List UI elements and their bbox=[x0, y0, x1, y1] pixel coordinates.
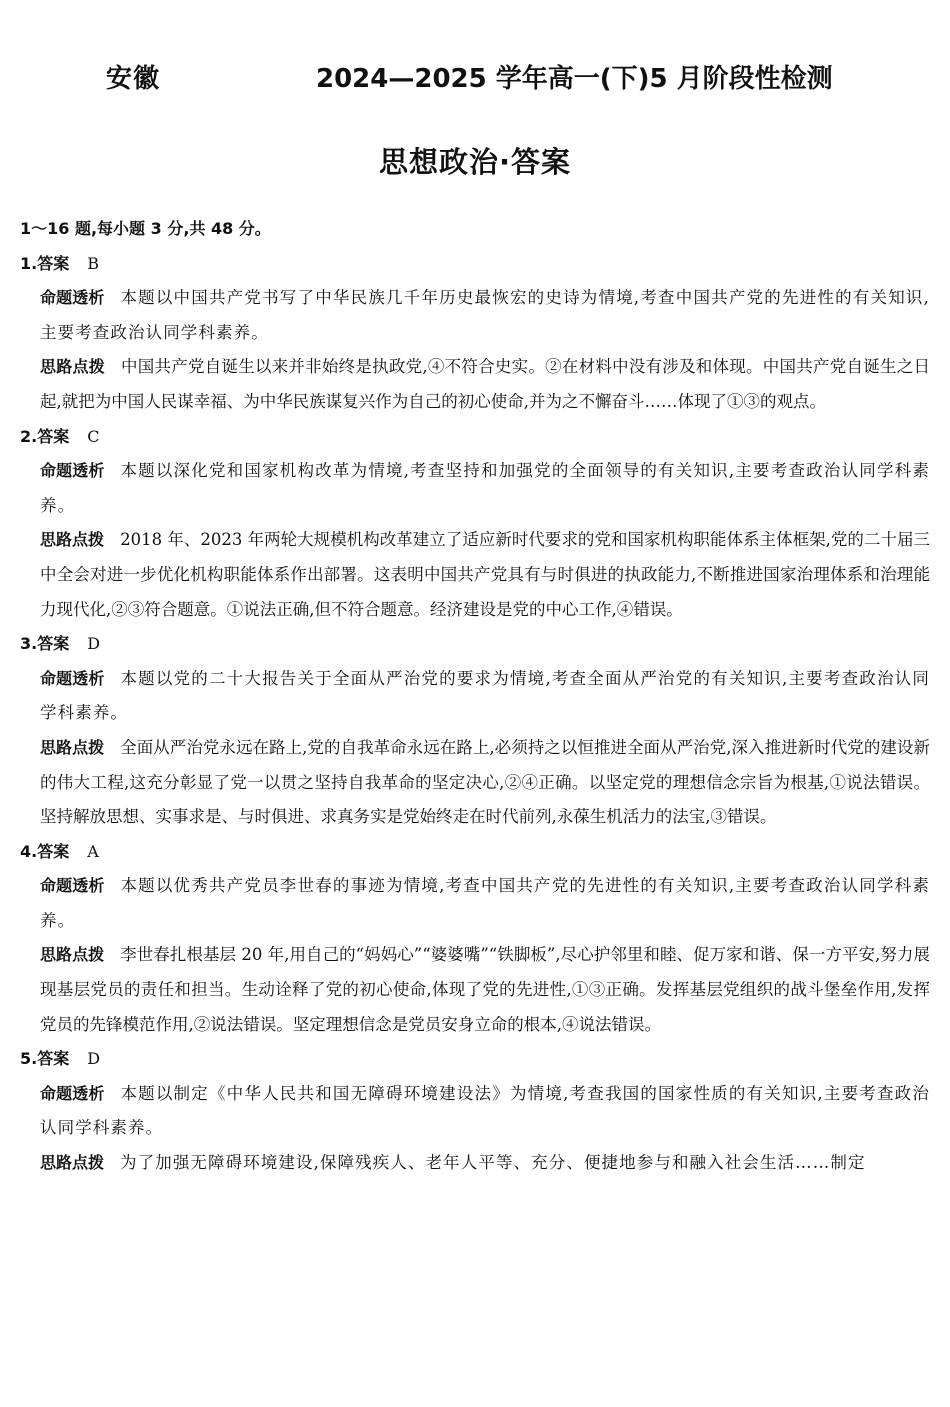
question-1-header bbox=[20, 247, 930, 282]
hint-text: 中国共产党自诞生以来并非始终是执政党,④不符合史实。②在材料中没有涉及和体现。中国共产党自诞生之日起,就把为中国人民谋幸福、为中华民族谋复兴作为自己的初心使命,并为之不懈奋斗……体现了①③的观点。 bbox=[40, 357, 930, 411]
answer-letter: D bbox=[87, 1049, 101, 1069]
subject-title: 思想政治·答案 bbox=[378, 145, 572, 179]
analysis-text: 本题以优秀共产党员李世春的事迹为情境,考查中国共产党的先进性的有关知识,主要考查政治认同学科素养。 bbox=[40, 876, 930, 930]
question-number: 1. bbox=[20, 253, 38, 273]
answer-label: 答案 bbox=[37, 426, 70, 446]
question-number: 2. bbox=[20, 426, 38, 446]
answer-letter: C bbox=[87, 426, 100, 446]
hint-text: 2018 年、2023 年两轮大规模机构改革建立了适应新时代要求的党和国家机构职能体系主体框架,党的二十届三中全会对进一步优化机构职能体系作出部署。这表明中国共产党具有与时俱进的执政能力,不断推进国家治理体系和治理能力现代化,②③符合题意。①说法正确,但不符合题意。经济建设是党的中心工作,④错误。 bbox=[40, 530, 930, 619]
hint-text: 为了加强无障碍环境建设,保障残疾人、老年人平等、充分、便捷地参与和融入社会生活……制定 bbox=[120, 1153, 866, 1173]
answer-label: 答案 bbox=[37, 841, 70, 861]
hint-label: 思路点拨 bbox=[40, 737, 105, 757]
answer-content bbox=[20, 212, 930, 1181]
hint-text: 全面从严治党永远在路上,党的自我革命永远在路上,必须持之以恒推进全面从严治党,深入推进新时代党的建设新的伟大工程,这充分彰显了党一以贯之坚持自我革命的坚定决心,②④正确。以坚定党的理想信念宗旨为根基,①说法错误。坚持解放思想、实事求是、与时俱进、求真务实是党始终走在时代前列,永葆生机活力的法宝,③错误。 bbox=[40, 737, 930, 827]
answer-label: 答案 bbox=[37, 253, 70, 273]
answer-label: 答案 bbox=[37, 1049, 70, 1069]
question-3-analysis bbox=[20, 662, 930, 731]
analysis-label: 命题透析 bbox=[40, 288, 105, 308]
question-1-hint bbox=[20, 350, 930, 419]
analysis-text: 本题以中国共产党书写了中华民族几千年历史最恢宏的史诗为情境,考查中国共产党的先进性的有关知识,主要考查政治认同学科素养。 bbox=[40, 288, 930, 342]
question-number: 4. bbox=[20, 841, 38, 861]
answer-letter: D bbox=[87, 634, 101, 654]
answer-label: 答案 bbox=[37, 634, 70, 654]
analysis-label: 命题透析 bbox=[40, 668, 105, 688]
question-1-analysis bbox=[20, 281, 930, 350]
question-5-hint bbox=[20, 1146, 930, 1181]
exam-title: 2024—2025 学年高一(下)5 月阶段性检测 bbox=[316, 64, 833, 94]
hint-label: 思路点拨 bbox=[40, 530, 105, 550]
question-3-hint bbox=[20, 731, 930, 835]
region-label: 安徽 bbox=[106, 64, 161, 94]
hint-label: 思路点拨 bbox=[40, 1153, 105, 1173]
question-5-header bbox=[20, 1042, 930, 1077]
hint-label: 思路点拨 bbox=[40, 357, 105, 377]
question-number: 3. bbox=[20, 634, 38, 654]
section-intro: 1～16 题,每小题 3 分,共 48 分。 bbox=[20, 219, 271, 238]
question-2-analysis bbox=[20, 454, 930, 523]
answer-letter: A bbox=[87, 841, 99, 861]
question-3-header bbox=[20, 627, 930, 662]
question-2-hint bbox=[20, 523, 930, 627]
question-4-hint bbox=[20, 938, 930, 1042]
question-5-analysis bbox=[20, 1077, 930, 1146]
question-4-header bbox=[20, 835, 930, 870]
analysis-text: 本题以制定《中华人民共和国无障碍环境建设法》为情境,考查我国的国家性质的有关知识,主要考查政治认同学科素养。 bbox=[40, 1083, 930, 1138]
analysis-label: 命题透析 bbox=[40, 1083, 105, 1103]
question-4-analysis bbox=[20, 869, 930, 938]
question-2-header bbox=[20, 420, 930, 455]
analysis-label: 命题透析 bbox=[40, 876, 105, 896]
hint-text: 李世春扎根基层 20 年,用自己的“妈妈心”“婆婆嘴”“铁脚板”,尽心护邻里和睦、促万家和谐、保一方平安,努力展现基层党员的责任和担当。生动诠释了党的初心使命,体现了党的先进性,①③正确。发挥基层党组织的战斗堡垒作用,发挥党员的先锋模范作用,②说法错误。坚定理想信念是党员安身立命的根本,④说法错误。 bbox=[40, 945, 930, 1034]
page-header bbox=[0, 58, 950, 98]
answer-letter: B bbox=[87, 253, 99, 273]
analysis-text: 本题以深化党和国家机构改革为情境,考查坚持和加强党的全面领导的有关知识,主要考查政治认同学科素养。 bbox=[40, 461, 930, 515]
question-number: 5. bbox=[20, 1049, 38, 1069]
analysis-label: 命题透析 bbox=[40, 461, 105, 481]
analysis-text: 本题以党的二十大报告关于全面从严治党的要求为情境,考查全面从严治党的有关知识,主要考查政治认同学科素养。 bbox=[40, 668, 930, 723]
hint-label: 思路点拨 bbox=[40, 945, 105, 965]
